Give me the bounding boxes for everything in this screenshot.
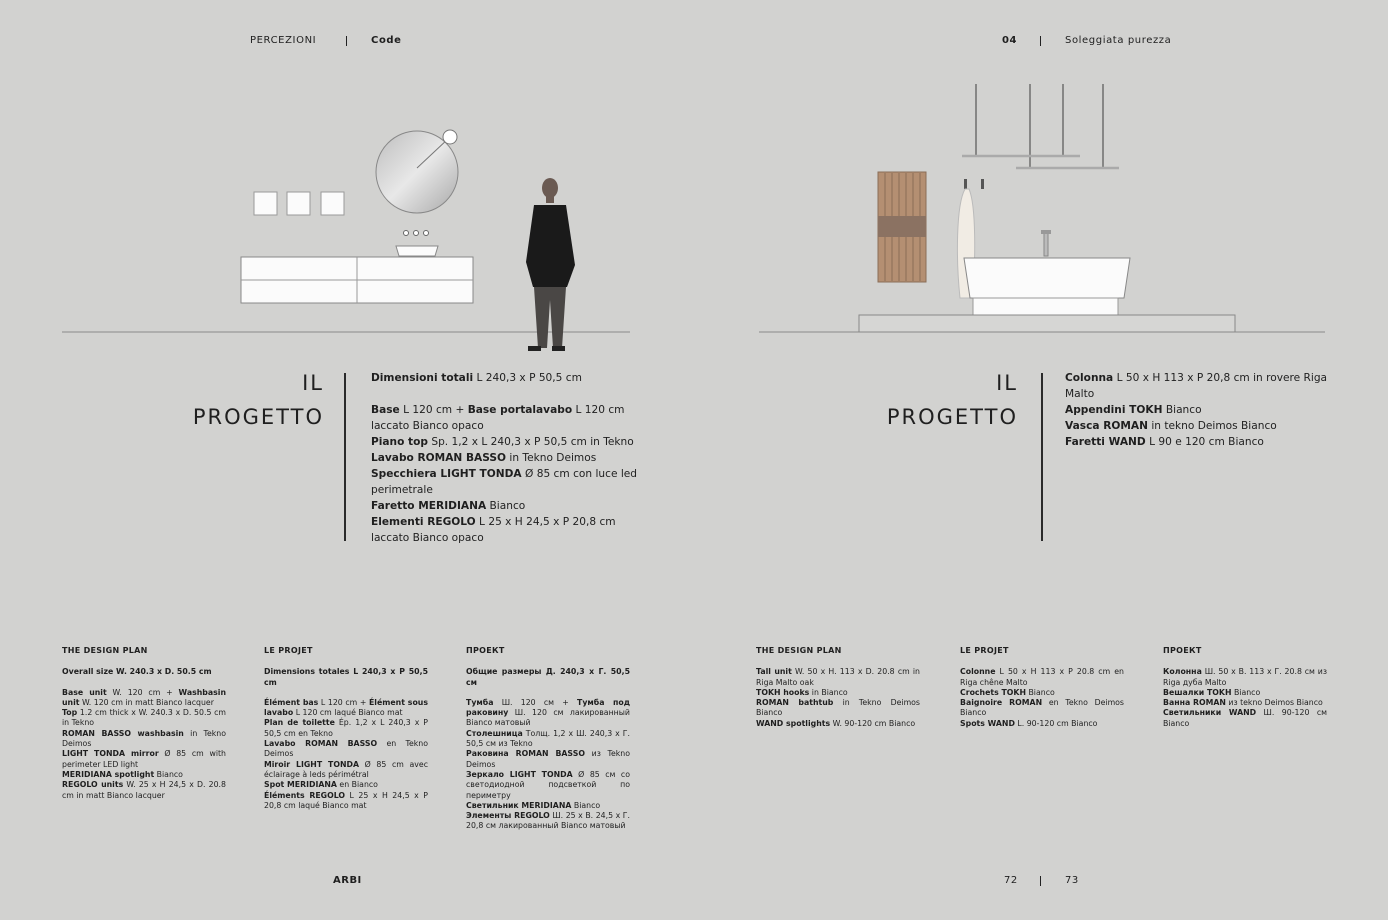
overall-size: Overall size W. 240.3 x D. 50.5 cm [62, 667, 212, 677]
plan-item: Колонна Ш. 50 x В. 113 x Г. 20.8 см из Riga дуба Malto [1163, 667, 1327, 687]
column-heading: LE PROJET [264, 646, 313, 655]
header-chapter-number: 04 [1002, 35, 1018, 46]
meridiana-spotlight [443, 130, 457, 144]
plan-item: Зеркало LIGHT TONDA Ø 85 см со светодиодной подсветкой по периметру [466, 769, 630, 800]
column-heading: LE PROJET [960, 646, 1009, 655]
plan-item: Ванна ROMAN из tekno Deimos Bianco [1163, 698, 1323, 708]
washbasin [396, 246, 438, 256]
spec-line: Faretti WAND L 90 e 120 cm Bianco [1065, 436, 1264, 448]
bathtub-illustration [694, 0, 1388, 360]
plan-item: TOKH hooks in Bianco [756, 687, 848, 697]
plan-item: Crochets TOKH Bianco [960, 687, 1055, 697]
plan-item: Top 1.2 cm thick x W. 240.3 x D. 50.5 cm in Tekno [62, 708, 226, 728]
plan-item: Lavabo ROMAN BASSO en Tekno Deimos [264, 739, 428, 759]
column-heading: THE DESIGN PLAN [62, 646, 148, 655]
spec-line: Colonna L 50 x H 113 x P 20,8 cm in rovere Riga Malto [1065, 372, 1328, 400]
plan-item: Éléments REGOLO L 25 x H 24,5 x P 20,8 cm laqué Bianco mat [264, 790, 428, 810]
brand-logo: ARBI [333, 875, 362, 886]
tokh-hook [981, 179, 984, 189]
title-divider [344, 373, 346, 541]
plan-item: Baignoire ROMAN en Tekno Deimos Bianco [960, 698, 1124, 718]
spec-line: Vasca ROMAN in tekno Deimos Bianco [1065, 420, 1277, 432]
page-number-right: 73 [1065, 875, 1079, 886]
vanity-illustration [0, 0, 694, 360]
plan-item: REGOLO units W. 25 x H 24,5 x D. 20.8 cm in matt Bianco lacquer [62, 780, 226, 800]
plan-item: Élément bas L 120 cm + Élément sous lavabo L 120 cm laqué Bianco mat [264, 697, 428, 718]
plan-item: Тумба Ш. 120 см + Тумба под раковину Ш. 120 см лакированный Bianco матовый [466, 697, 630, 728]
bath-tap [1044, 232, 1048, 256]
plan-item: Colonne L 50 x H 113 x P 20.8 cm en Riga chêne Malto [960, 667, 1124, 687]
tokh-hook [964, 179, 967, 189]
spec-line: Specchiera LIGHT TONDA Ø 85 cm con luce led perimetrale [371, 468, 638, 496]
plan-item: ROMAN bathtub in Tekno Deimos Bianco [756, 698, 920, 718]
tall-unit [878, 172, 926, 282]
header-chapter-title: Soleggiata purezza [1065, 35, 1172, 46]
design-plan-en [756, 646, 920, 729]
plan-item: Miroir LIGHT TONDA Ø 85 cm avec éclairage à leds périmétral [264, 759, 428, 779]
header-title: Code [371, 35, 402, 46]
plan-item: Tall unit W. 50 x H. 113 x D. 20.8 cm in Riga Malto oak [756, 667, 920, 687]
plan-item: Base unit W. 120 cm + Washbasin unit W. 120 cm in matt Bianco lacquer [62, 687, 226, 707]
plan-item: ROMAN BASSO washbasin in Tekno Deimos [62, 728, 227, 749]
spec-line: Dimensioni totali L 240,3 x P 50,5 cm [371, 372, 582, 384]
project-specs [371, 370, 641, 546]
plan-item: Светильники WAND Ш. 90-120 см Bianco [1163, 708, 1327, 728]
plan-item: Раковина ROMAN BASSO из Tekno Deimos [466, 749, 630, 769]
page-number-left: 72 [1004, 875, 1018, 886]
round-mirror [376, 131, 458, 213]
footer-separator [1040, 876, 1041, 886]
column-heading: ПРОЕКТ [1163, 646, 1202, 655]
design-plan-ru [466, 646, 630, 832]
design-plan-fr [264, 646, 428, 811]
plan-item: Plan de toilette Ép. 1,2 x L 240,3 x P 50,5 cm en Tekno [264, 718, 428, 738]
spec-line: Faretto MERIDIANA Bianco [371, 500, 526, 512]
overall-size: Общие размеры Д. 240,3 x Г. 50,5 см [466, 667, 630, 687]
spec-line: Elementi REGOLO L 25 x H 24,5 x P 20,8 cm laccato Bianco opaco [371, 516, 616, 544]
project-title: IL PROGETTO [192, 371, 324, 429]
spec-line: Appendini TOKH Bianco [1065, 404, 1202, 416]
plan-item: MERIDIANA spotlight Bianco [62, 769, 183, 779]
project-title: IL PROGETTO [886, 371, 1018, 429]
design-plan-ru [1163, 646, 1327, 729]
column-heading: ПРОЕКТ [466, 646, 505, 655]
regolo-unit [254, 192, 277, 215]
plan-item: Spot MERIDIANA en Bianco [264, 780, 378, 790]
tap [424, 231, 429, 236]
design-plan-en [62, 646, 226, 801]
regolo-unit [321, 192, 344, 215]
project-specs [1065, 370, 1335, 450]
tap [404, 231, 409, 236]
spec-line: Piano top Sp. 1,2 x L 240,3 x P 50,5 cm in Tekno [371, 436, 634, 448]
plan-item: Элементы REGOLO Ш. 25 x В. 24,5 x Г. 20,8 см лакированный Bianco матовый [466, 811, 630, 831]
plan-item: Вешалки TOKH Bianco [1163, 687, 1261, 697]
wand-spotlights [962, 84, 1119, 168]
spec-line: Base L 120 cm + Base portalavabo L 120 cm laccato Bianco opaco [371, 404, 625, 432]
roman-bathtub [964, 258, 1130, 298]
tap [414, 231, 419, 236]
overall-size: Dimensions totales L 240,3 x P 50,5 cm [264, 667, 428, 687]
title-divider [1041, 373, 1043, 541]
header-section: PERCEZIONI [250, 35, 317, 46]
column-heading: THE DESIGN PLAN [756, 646, 842, 655]
plan-item: LIGHT TONDA mirror Ø 85 cm with perimeter LED light [62, 749, 226, 769]
plan-item: Spots WAND L. 90-120 cm Bianco [960, 718, 1098, 728]
plan-item: Столешница Толщ. 1,2 x Ш. 240,3 x Г. 50,5 см из Tekno [466, 728, 630, 749]
plan-item: Светильник MERIDIANA Bianco [466, 800, 601, 810]
regolo-unit [287, 192, 310, 215]
platform [859, 315, 1235, 332]
spec-line: Lavabo ROMAN BASSO in Tekno Deimos [371, 452, 597, 464]
design-plan-fr [960, 646, 1124, 729]
plan-item: WAND spotlights W. 90-120 cm Bianco [756, 718, 916, 728]
human-figure [526, 178, 575, 351]
